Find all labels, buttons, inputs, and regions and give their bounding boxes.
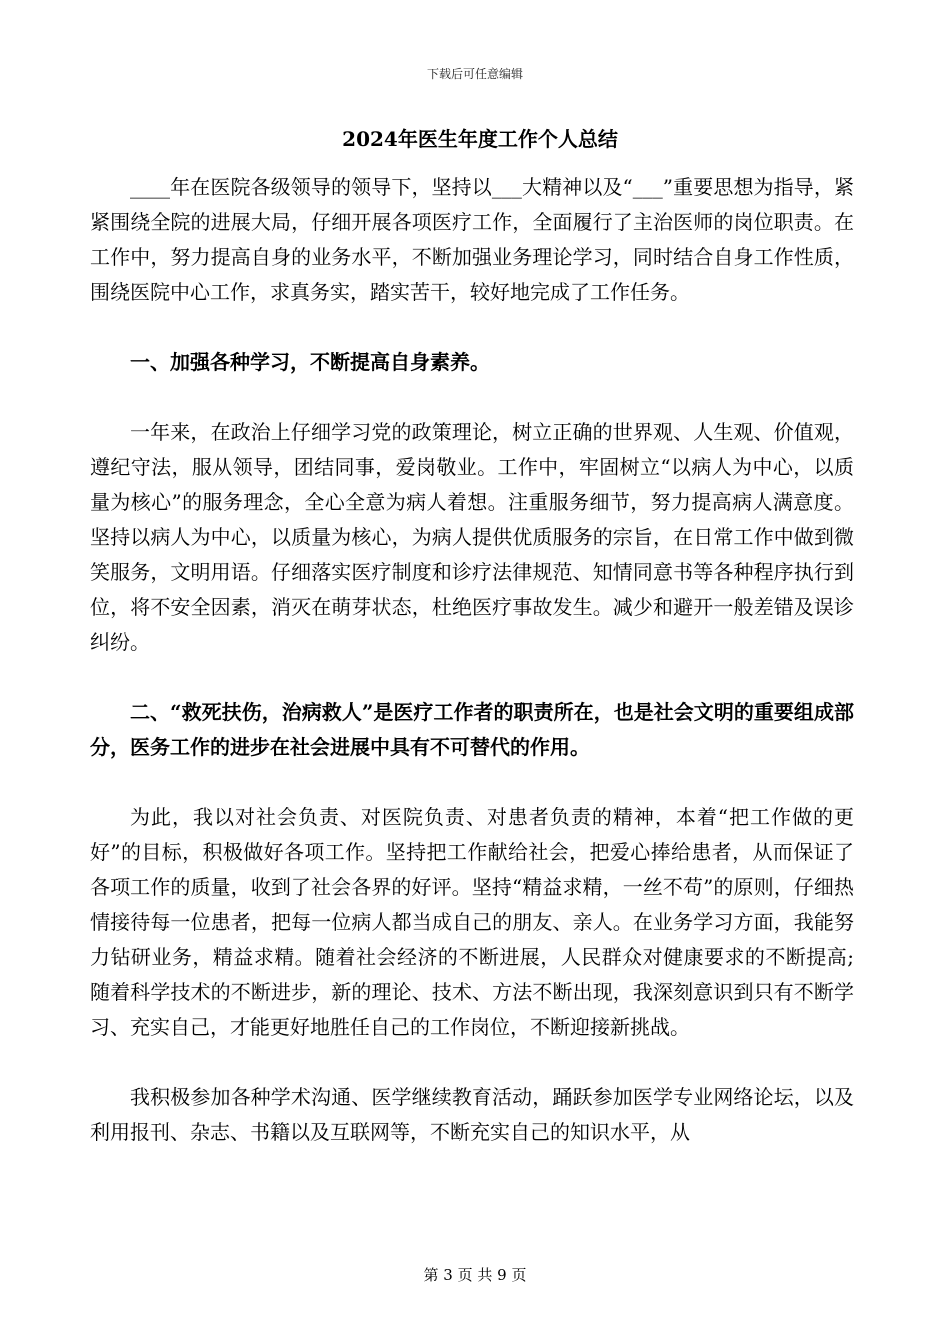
section-2-paragraph-1: 为此，我以对社会负责、对医院负责、对患者负责的精神，本着“把工作做的更好”的目标，积极做好各项工作。坚持把工作献给社会，把爱心捧给患者，从而保证了各项工作的质量，收到了社会各界的好评。坚持“精益求精，一丝不苟”的原则，仔细热情接待每一位患者，把每一位病人都当成自己的朋友、亲人。在业务学习方面，我能努力钻研业务，精益求精。随着社会经济的不断进展，人民群众对健康要求的不断提高;随着科学技术的不断进步，新的理论、技术、方法不断出现，我深刻意识到只有不断学习、充实自己，才能更好地胜任自己的工作岗位，不断迎接新挑战。 [90, 805, 854, 1039]
section-1-paragraph: 一年来，在政治上仔细学习党的政策理论，树立正确的世界观、人生观、价值观，遵纪守法，服从领导，团结同事，爱岗敬业。工作中，牢固树立“以病人为中心，以质量为核心”的服务理念，全心全意为病人着想。注重服务细节，努力提高病人满意度。坚持以病人为中心，以质量为核心，为病人提供优质服务的宗旨，在日常工作中做到微笑服务，文明用语。仔细落实医疗制度和诊疗法律规范、知情同意书等各种程序执行到位，将不安全因素，消灭在萌芽状态，杜绝医疗事故发生。减少和避开一般差错及误诊纠纷。 [90, 420, 854, 654]
section-2-heading: 二、“救死扶伤，治病救人”是医疗工作者的职责所在，也是社会文明的重要组成部分，医务工作的进步在社会进展中具有不可替代的作用。 [90, 700, 854, 759]
document-body [90, 170, 854, 1150]
paragraph-gap [90, 310, 854, 345]
paragraph-gap [90, 765, 854, 800]
document-title: 2024年医生年度工作个人总结 [342, 127, 618, 151]
section-1-heading: 一、加强各种学习，不断提高自身素养。 [130, 350, 490, 374]
page-number: 第 3 页 共 9 页 [423, 1266, 527, 1284]
intro-paragraph: ____年在医院各级领导的领导下，坚持以___大精神以及“___”重要思想为指导，紧紧围绕全院的进展大局，仔细开展各项医疗工作，全面履行了主治医师的岗位职责。在工作中，努力提高自身的业务水平，不断加强业务理论学习，同时结合自身工作性质，围绕医院中心工作，求真务实，踏实苦干，较好地完成了工作任务。 [90, 175, 854, 304]
paragraph-gap [90, 1045, 854, 1080]
paragraph-gap [90, 380, 854, 415]
paragraph-gap [90, 660, 854, 695]
header-note: 下载后可任意编辑 [426, 67, 523, 81]
section-2-paragraph-2: 我积极参加各种学术沟通、医学继续教育活动，踊跃参加医学专业网络论坛，以及利用报刊、杂志、书籍以及互联网等，不断充实自己的知识水平，从 [90, 1085, 854, 1144]
